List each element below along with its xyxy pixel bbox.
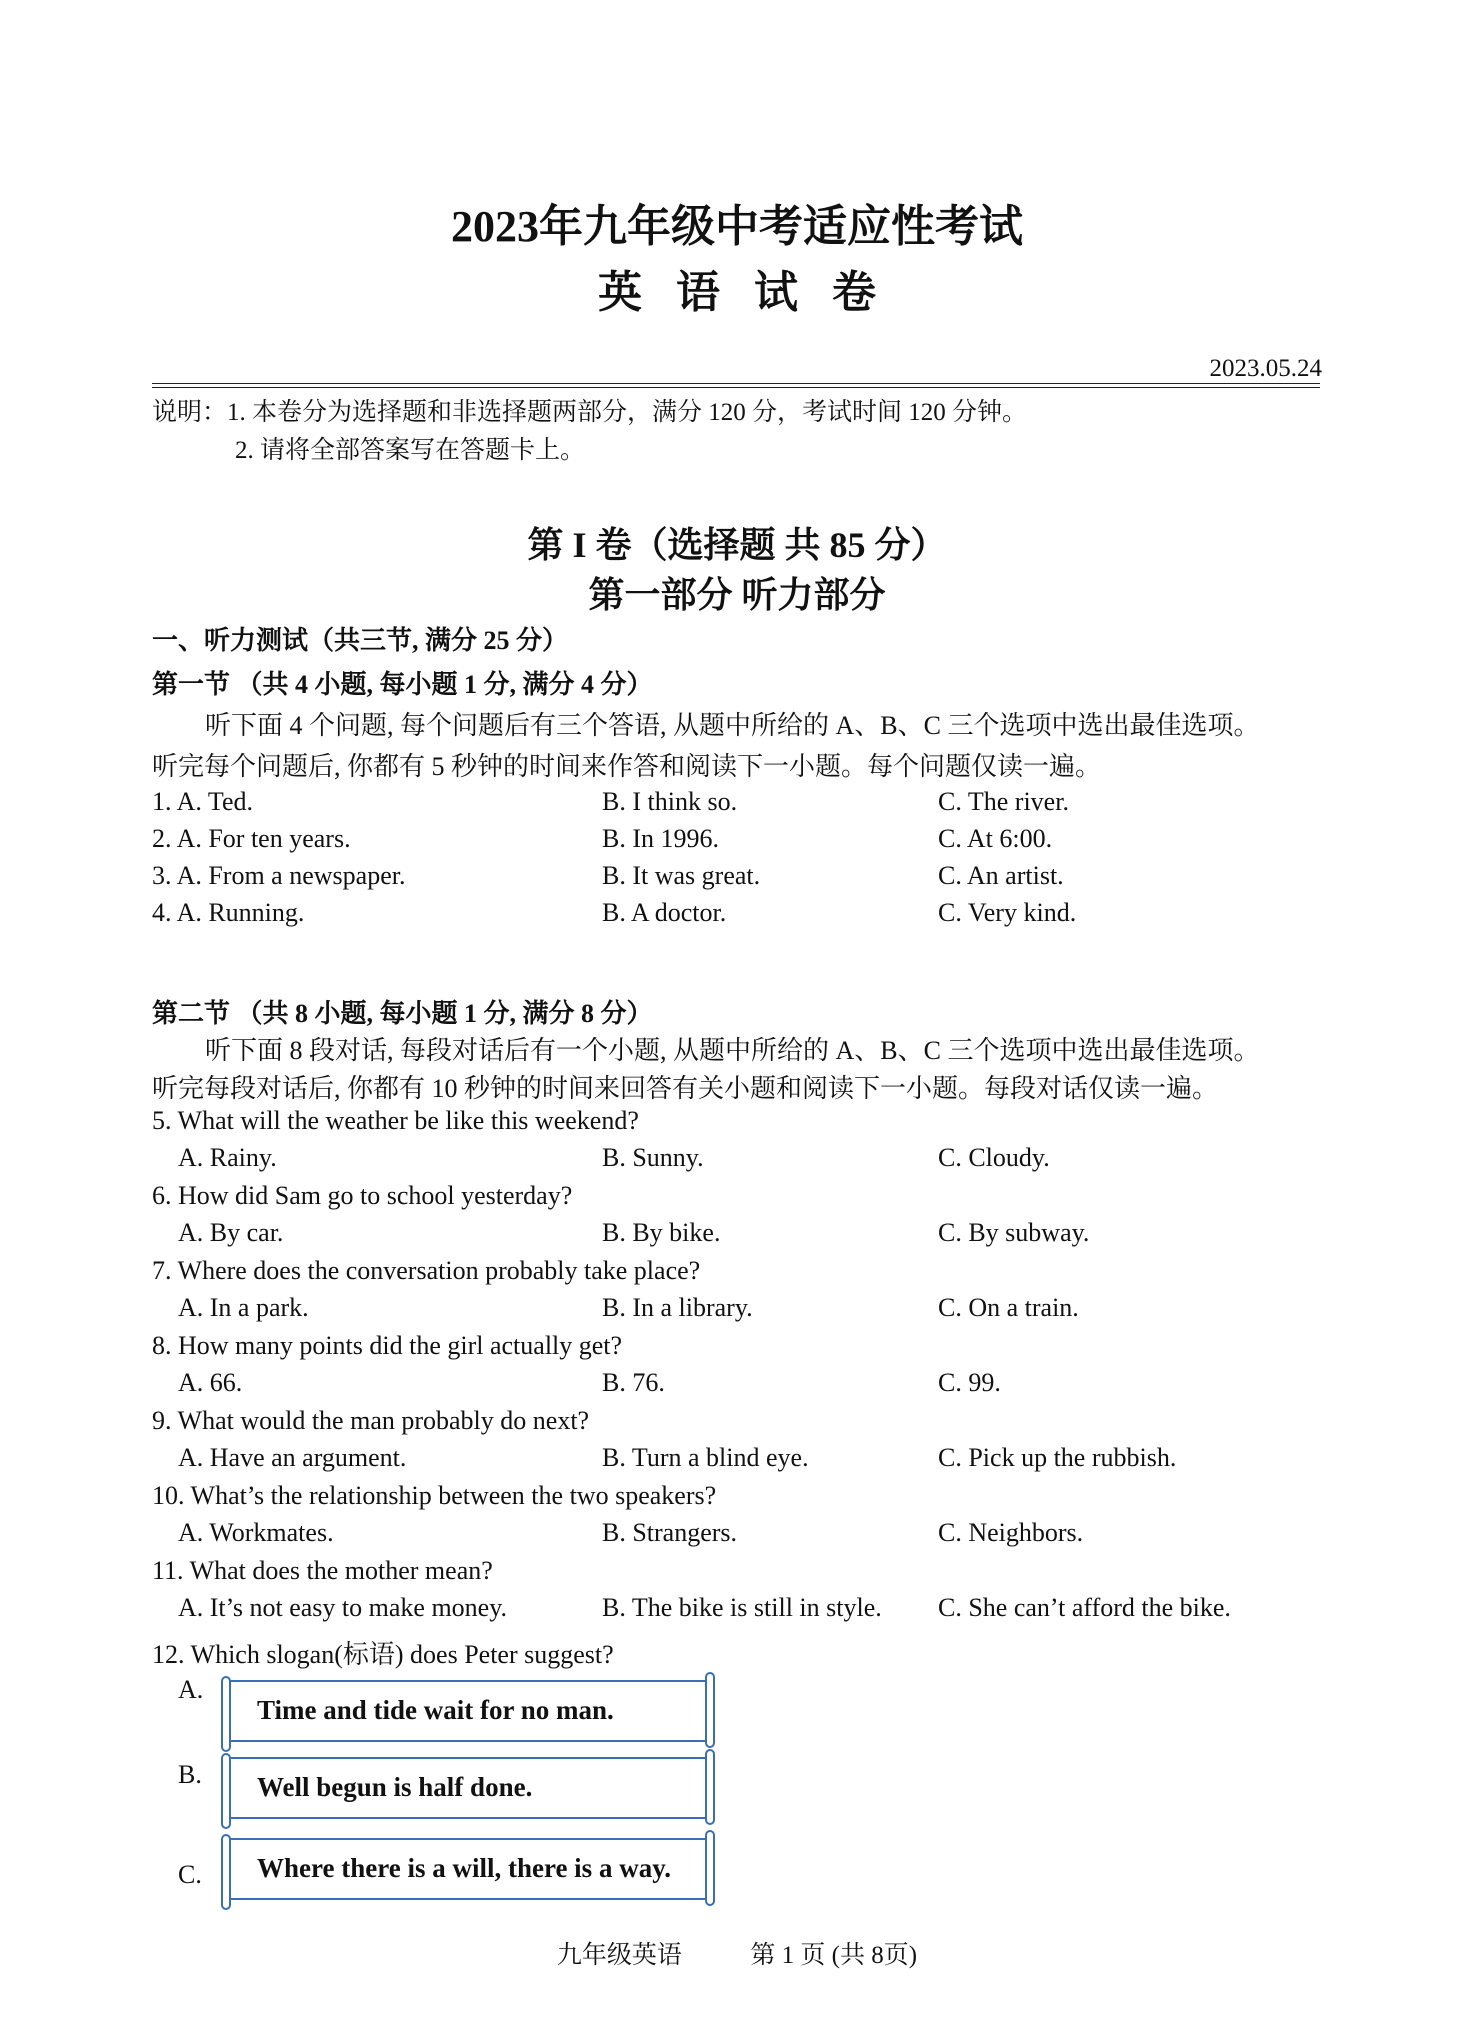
section1-instruction-1: 听下面 4 个问题, 每个问题后有三个答语, 从题中所给的 A、B、C 三个选项中选出最佳选项。 [205, 711, 1260, 740]
q9-option-a: A. Have an argument. [178, 1443, 407, 1472]
q3-option-c: C. An artist. [938, 861, 1064, 890]
q9-option-b: B. Turn a blind eye. [602, 1443, 809, 1472]
section-heading: 一、听力测试（共三节, 满分 25 分） [152, 626, 569, 655]
section1-heading: 第一节 （共 4 小题, 每小题 1 分, 满分 4 分） [152, 670, 653, 699]
q6-option-b: B. By bike. [602, 1218, 721, 1247]
q8-option-a: A. 66. [178, 1368, 243, 1397]
page-footer [0, 1935, 1474, 1971]
q2-option-c: C. At 6:00. [938, 824, 1053, 853]
instruction-note-2: 2. 请将全部答案写在答题卡上。 [235, 437, 586, 464]
q10-option-a: A. Workmates. [178, 1518, 334, 1547]
slogan-b-label: B. [178, 1760, 202, 1789]
q5-option-a: A. Rainy. [178, 1143, 277, 1172]
q9-option-c: C. Pick up the rubbish. [938, 1443, 1177, 1472]
q5-option-b: B. Sunny. [602, 1143, 704, 1172]
q8-stem: 8. How many points did the girl actually get? [152, 1331, 623, 1360]
section2-instruction-1: 听下面 8 段对话, 每段对话后有一个小题, 从题中所给的 A、B、C 三个选项中选出最佳选项。 [205, 1036, 1260, 1065]
q5-option-c: C. Cloudy. [938, 1143, 1050, 1172]
section2-instruction-2: 听完每段对话后, 你都有 10 秒钟的时间来回答有关小题和阅读下一小题。每段对话仅读一遍。 [152, 1074, 1219, 1103]
slogan-a-label: A. [178, 1675, 204, 1704]
q4-option-c: C. Very kind. [938, 898, 1077, 927]
q7-option-a: A. In a park. [178, 1293, 309, 1322]
slogan-c-label: C. [178, 1860, 202, 1889]
part-title: 第一部分 听力部分 [588, 575, 886, 615]
q10-stem: 10. What’s the relationship between the two speakers? [152, 1481, 717, 1510]
footer-page-number: 第 1 页 (共 8页) [750, 1942, 918, 1969]
q11-option-b: B. The bike is still in style. [602, 1593, 882, 1622]
q2-option-b: B. In 1996. [602, 824, 719, 853]
q7-stem: 7. Where does the conversation probably take place? [152, 1256, 701, 1285]
q8-option-c: C. 99. [938, 1368, 1001, 1397]
exam-date: 2023.05.24 [1209, 355, 1322, 382]
q6-option-a: A. By car. [178, 1218, 284, 1247]
slogan-a-text: Time and tide wait for no man. [257, 1695, 614, 1725]
slogan-a-banner [225, 1680, 711, 1742]
q7-option-c: C. On a train. [938, 1293, 1079, 1322]
q10-option-c: C. Neighbors. [938, 1518, 1084, 1547]
q7-option-b: B. In a library. [602, 1293, 753, 1322]
q11-option-a: A. It’s not easy to make money. [178, 1593, 508, 1622]
exam-subtitle: 英语试卷 [598, 268, 910, 317]
q12-stem: 12. Which slogan(标语) does Peter suggest? [152, 1640, 614, 1669]
header-rule-bottom [152, 387, 1320, 388]
q8-option-b: B. 76. [602, 1368, 665, 1397]
q10-option-b: B. Strangers. [602, 1518, 738, 1547]
slogan-b-text: Well begun is half done. [257, 1772, 533, 1802]
q1-option-b: B. I think so. [602, 787, 738, 816]
slogan-c-text: Where there is a will, there is a way. [257, 1853, 671, 1883]
q2-option-a: 2. A. For ten years. [152, 824, 351, 853]
q11-stem: 11. What does the mother mean? [152, 1556, 493, 1585]
q6-stem: 6. How did Sam go to school yesterday? [152, 1181, 573, 1210]
slogan-c-banner [225, 1838, 711, 1900]
q3-option-b: B. It was great. [602, 861, 761, 890]
section1-instruction-2: 听完每个问题后, 你都有 5 秒钟的时间来作答和阅读下一小题。每个问题仅读一遍。 [152, 752, 1102, 781]
q4-option-b: B. A doctor. [602, 898, 727, 927]
q1-option-a: 1. A. Ted. [152, 787, 253, 816]
slogan-b-banner [225, 1757, 711, 1819]
q3-option-a: 3. A. From a newspaper. [152, 861, 406, 890]
footer-subject: 九年级英语 [556, 1942, 682, 1969]
volume-title: 第 I 卷（选择题 共 85 分） [527, 525, 947, 565]
q9-stem: 9. What would the man probably do next? [152, 1406, 590, 1435]
q11-option-c: C. She can’t afford the bike. [938, 1593, 1231, 1622]
q1-option-c: C. The river. [938, 787, 1069, 816]
section2-heading: 第二节 （共 8 小题, 每小题 1 分, 满分 8 分） [152, 999, 653, 1028]
q5-stem: 5. What will the weather be like this weekend? [152, 1106, 639, 1135]
q4-option-a: 4. A. Running. [152, 898, 305, 927]
q6-option-c: C. By subway. [938, 1218, 1090, 1247]
header-rule-top [152, 383, 1320, 384]
instruction-note-1: 说明：1. 本卷分为选择题和非选择题两部分，满分 120 分，考试时间 120 分钟。 [152, 399, 1028, 426]
exam-title: 2023年九年级中考适应性考试 [451, 202, 1023, 251]
